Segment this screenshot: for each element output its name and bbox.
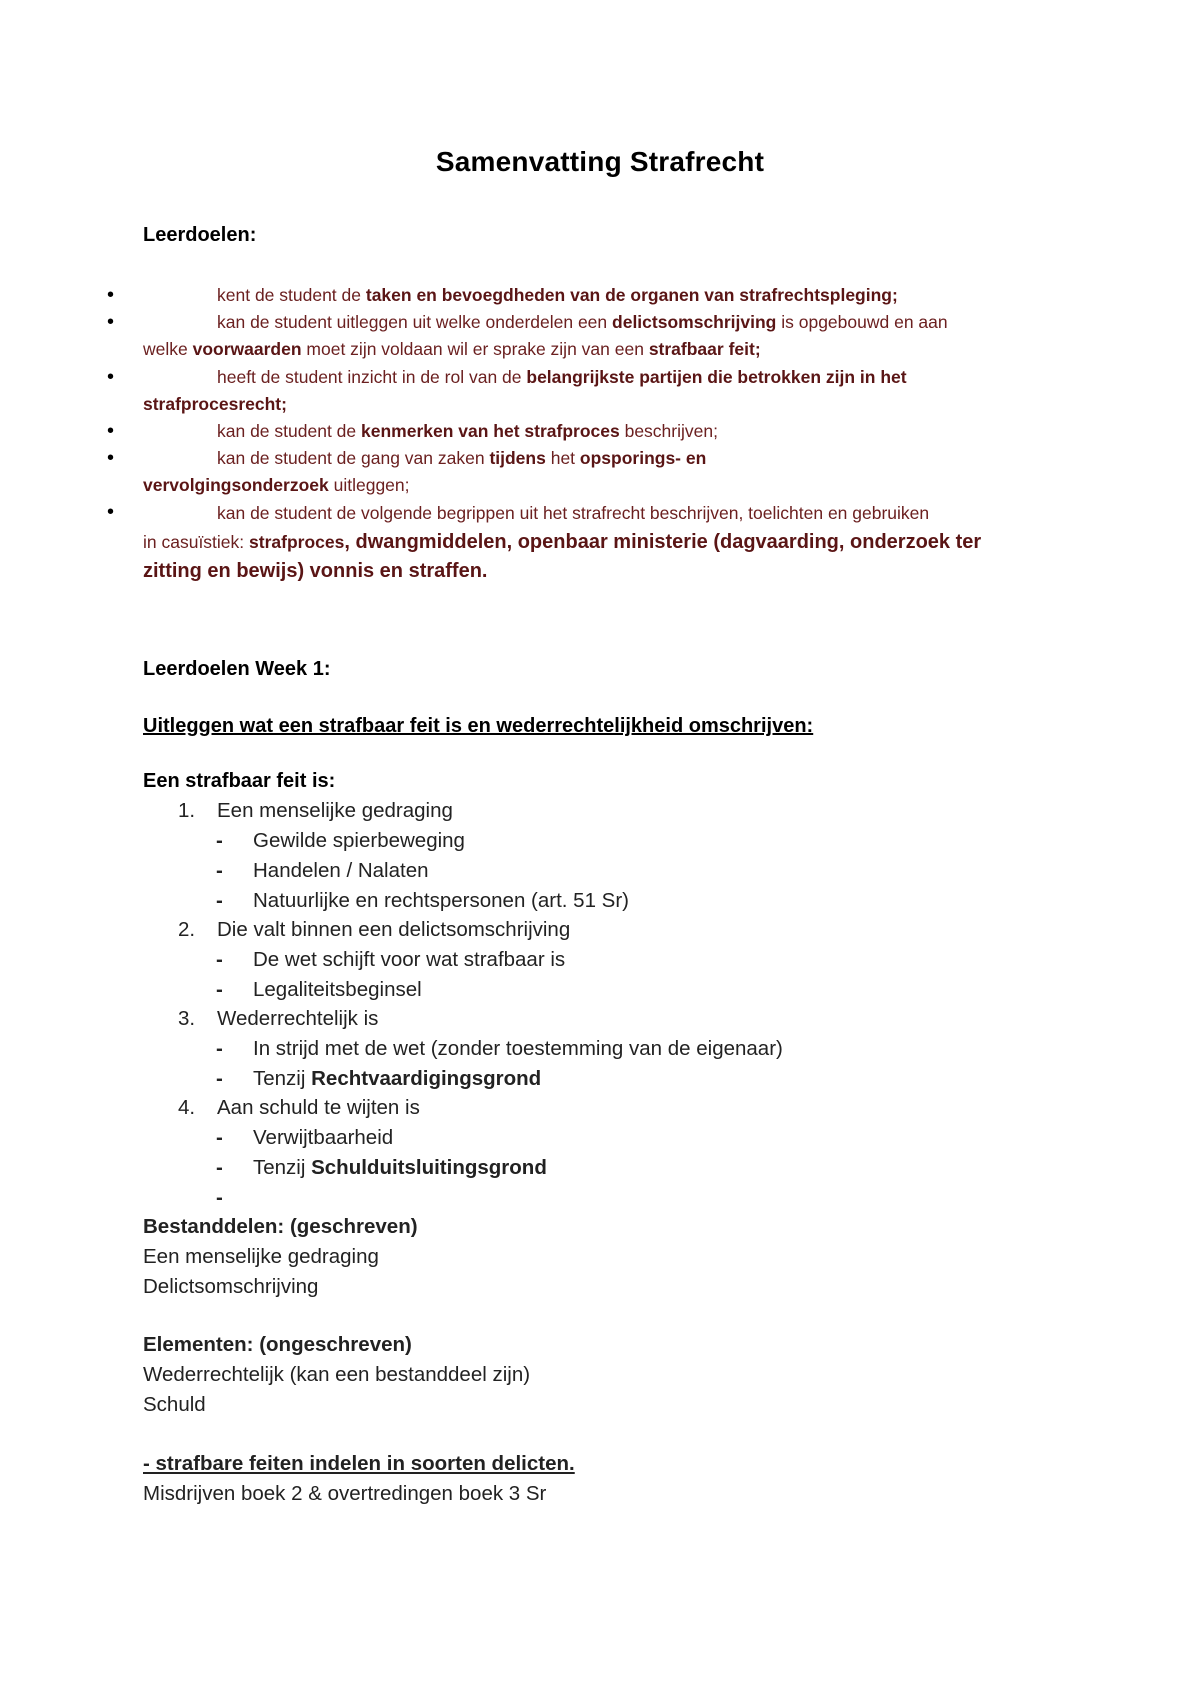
dash-icon: - [216, 889, 223, 912]
list-item: Wederrechtelijk is [217, 1007, 379, 1030]
goal-item-4: kan de student de kenmerken van het strafproces beschrijven; [217, 421, 718, 441]
leerdoelen-heading: Leerdoelen: [143, 224, 257, 246]
goal-item-5: kan de student de gang van zaken tijdens het opsporings- en vervolgingsonderzoek uitleggen; [143, 448, 707, 495]
list-subitem: Legaliteitsbeginsel [253, 978, 422, 1001]
dash-icon: - [216, 1037, 223, 1060]
list-subitem: Verwijtbaarheid [253, 1126, 394, 1149]
list-number: 3. [178, 1007, 196, 1030]
list-number: 1. [178, 799, 196, 822]
misdrijven-text: Misdrijven boek 2 & overtredingen boek 3 Sr [143, 1482, 547, 1505]
week-heading: Leerdoelen Week 1: [143, 658, 331, 680]
dash-icon: - [216, 948, 223, 971]
dash-icon: - [216, 1067, 223, 1090]
dash-icon: - [216, 859, 223, 882]
section-heading-strafbaar-feit: Uitleggen wat een strafbaar feit is en wederrechtelijkheid omschrijven: [143, 715, 814, 737]
bullet-icon: • [107, 501, 115, 523]
bullet-icon: • [107, 284, 115, 306]
dash-icon: - [216, 1156, 223, 1179]
goal-item-3: heeft de student inzicht in de rol van de belangrijkste partijen die betrokken zijn in het strafprocesrecht; [143, 367, 907, 414]
bestanddelen-item: Delictsomschrijving [143, 1275, 319, 1298]
dash-icon: - [216, 829, 223, 852]
goal-item-6: kan de student de volgende begrippen uit het strafrecht beschrijven, toelichten en gebruiken in casuïstiek: strafproces, dwangmiddelen, openbaar ministerie (dagvaarding, onderzoek ter zitting en bewijs) vonnis en straffen. [143, 503, 982, 582]
bullet-icon: • [107, 366, 115, 388]
list-number: 2. [178, 918, 196, 941]
elementen-heading: Elementen: (ongeschreven) [143, 1333, 412, 1356]
list-subitem: Tenzij Schulduitsluitingsgrond [253, 1156, 547, 1179]
list-number: 4. [178, 1096, 196, 1119]
list-subitem: Tenzij Rechtvaardigingsgrond [253, 1067, 542, 1090]
list-item: Die valt binnen een delictsomschrijving [217, 918, 571, 941]
list-subitem: Natuurlijke en rechtspersonen (art. 51 Sr) [253, 889, 630, 912]
dash-icon: - [216, 1186, 223, 1209]
goal-item-2: kan de student uitleggen uit welke onderdelen een delictsomschrijving is opgebouwd en aan welke voorwaarden moet zijn voldaan wil er sprake zijn van een strafbaar feit; [143, 312, 948, 359]
elementen-item: Schuld [143, 1393, 206, 1416]
bullet-icon: • [107, 311, 115, 333]
list-item: Een menselijke gedraging [217, 799, 453, 822]
dash-icon: - [216, 1126, 223, 1149]
list-subitem: De wet schijft voor wat strafbaar is [253, 948, 566, 971]
elementen-item: Wederrechtelijk (kan een bestanddeel zijn) [143, 1363, 531, 1386]
section-heading-soorten-delicten: - strafbare feiten indelen in soorten delicten. [143, 1452, 575, 1475]
list-subitem: In strijd met de wet (zonder toestemming van de eigenaar) [253, 1037, 783, 1060]
document-title: Samenvatting Strafrecht [435, 146, 765, 177]
list-item: Aan schuld te wijten is [217, 1096, 420, 1119]
bestanddelen-heading: Bestanddelen: (geschreven) [143, 1215, 418, 1238]
bullet-icon: • [107, 447, 115, 469]
strafbaar-feit-heading: Een strafbaar feit is: [143, 770, 336, 792]
bullet-icon: • [107, 420, 115, 442]
dash-icon: - [216, 978, 223, 1001]
list-subitem: Gewilde spierbeweging [253, 829, 465, 852]
list-subitem: Handelen / Nalaten [253, 859, 429, 882]
bestanddelen-item: Een menselijke gedraging [143, 1245, 379, 1268]
goal-item-1: kent de student de taken en bevoegdheden van de organen van strafrechtspleging; [217, 285, 898, 305]
